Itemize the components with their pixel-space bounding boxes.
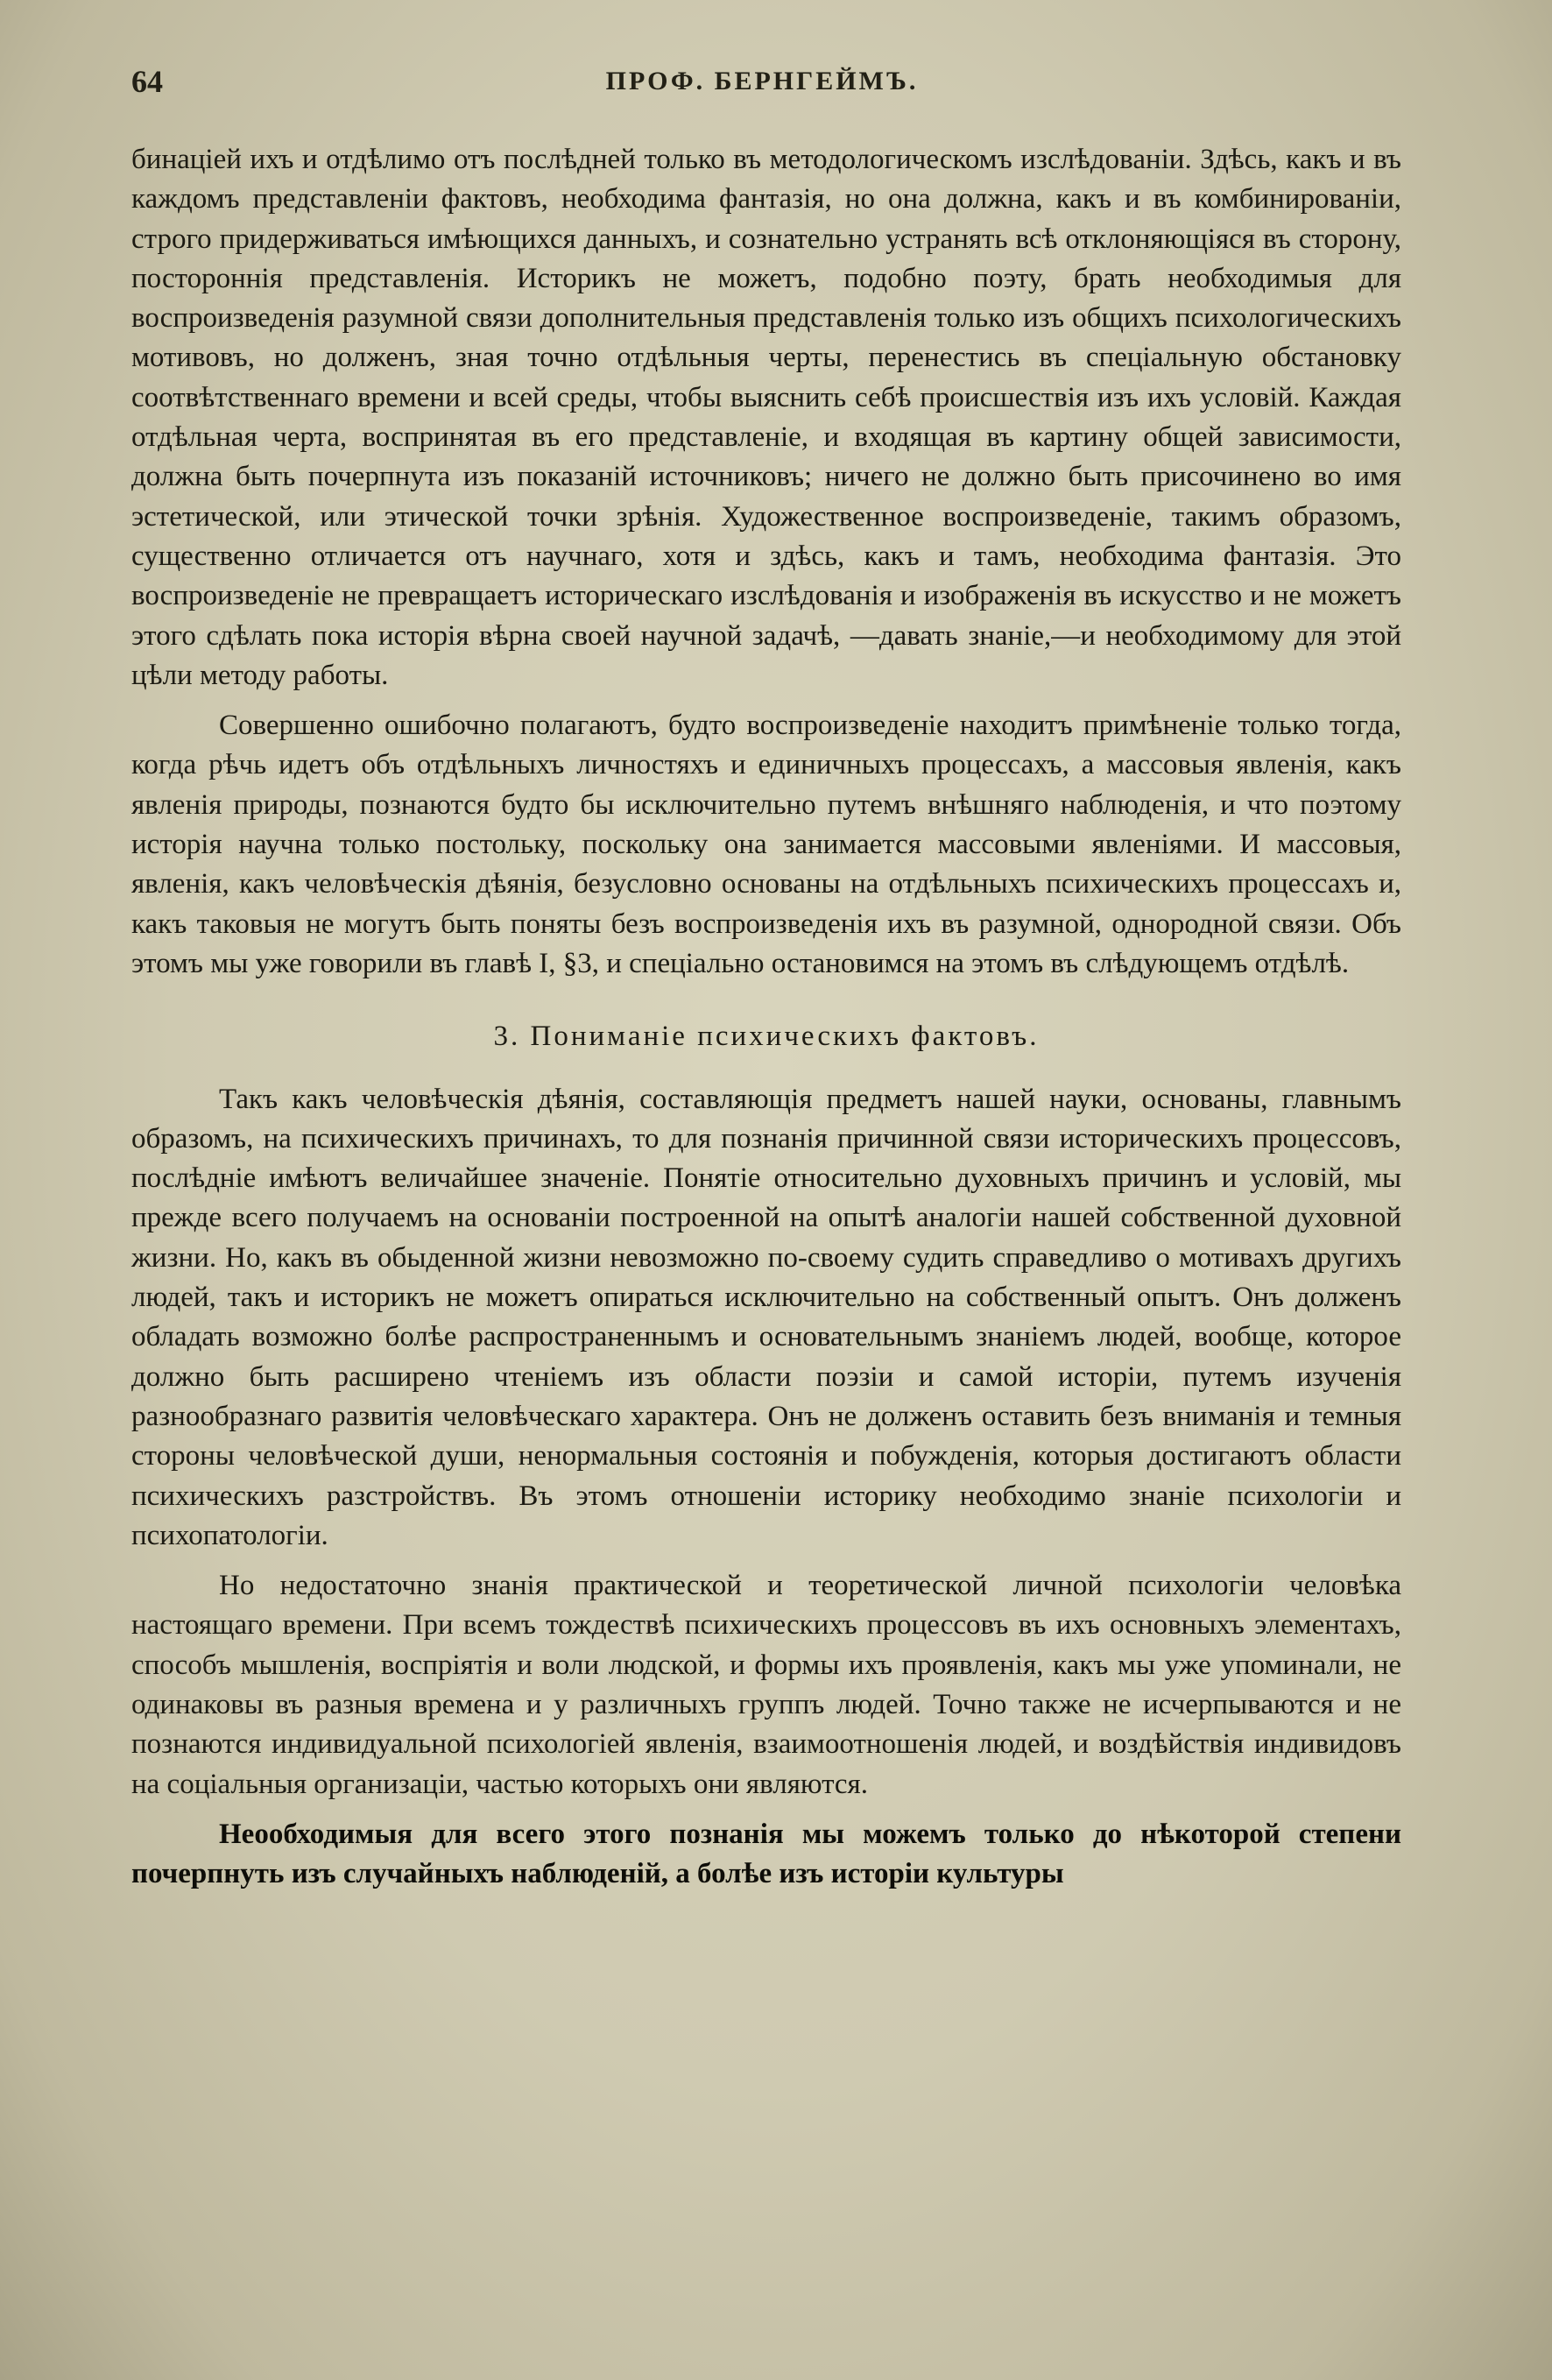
page-number: 64 — [131, 64, 163, 99]
paragraph: Неообходимыя для всего этого познанія мы можемъ только до нѣкоторой степени почерпнуть изъ случайныхъ наблюденій, а болѣе изъ исторіи культуры — [131, 1818, 1401, 1890]
paragraph: Но недостаточно знанія практической и теоретической личной психологіи человѣка настоящаго времени. При всемъ тождествѣ психическихъ процессовъ въ ихъ основныхъ элементахъ, способъ мышленія, воспріятія и воли людской, и формы ихъ проявленія, какъ мы уже упоминали, не одинаковы въ разныя времена и у различныхъ группъ людей. Точно также не исчерпываются и не познаются индивидуальной психологіей явленія, взаимоотношенія людей, и воздѣйствія индивидовъ на соціальныя организаціи, частью которыхъ они являются. — [131, 1570, 1401, 1800]
page-header — [131, 54, 1393, 107]
paragraph: Такъ какъ человѣческія дѣянія, составляющія предметъ нашей науки, основаны, главнымъ образомъ, на психическихъ причинахъ, то для познанія причинной связи историческихъ процессовъ, послѣдніе имѣютъ величайшее значеніе. Понятіе относительно духовныхъ причинъ и условій, мы прежде всего получаемъ на основаніи построенной на опытѣ аналогіи нашей собственной духовной жизни. Но, какъ въ обыденной жизни невозможно по-своему судить справедливо о мотивахъ другихъ людей, такъ и историкъ не можетъ опираться исключительно на собственный опытъ. Онъ долженъ обладать возможно болѣе распространеннымъ и основательнымъ знаніемъ людей, вообще, которое должно быть расширено чтеніемъ изъ области поэзіи и самой исторіи, путемъ изученія разнообразнаго развитія человѣческаго характера. Онъ не долженъ оставить безъ вниманія и темныя стороны человѣческой души, ненормальныя состоянія и побужденія, которыя достигаютъ области психическихъ разстройствъ. Въ этомъ отношеніи историку необходимо знаніе психологіи и психопатологіи. — [131, 1083, 1401, 1551]
running-head: ПРОФ. БЕРНГЕЙМЪ. — [605, 67, 919, 95]
paragraph: бинаціей ихъ и отдѣлимо отъ послѣдней только въ методологическомъ изслѣдованіи. Здѣсь, какъ и въ каждомъ представленіи фактовъ, необходима фантазія, но она должна, какъ и въ комбинированіи, строго придерживаться имѣющихся данныхъ, и сознательно устранять всѣ отклоняющіяся въ сторону, постороннія представленія. Историкъ не можетъ, подобно поэту, брать необходимыя для воспроизведенія разумной связи дополнительныя представленія только изъ общихъ психологическихъ мотивовъ, но долженъ, зная точно отдѣльныя черты, перенестись въ спеціальную обстановку соотвѣтственнаго времени и всей среды, чтобы выяснить себѣ происшествія изъ ихъ условій. Каждая отдѣльная черта, воспринятая въ его представленіе, и входящая въ картину общей зависимости, должна быть почерпнута изъ показаній источниковъ; ничего не должно быть присочинено во имя эстетической, или этической точки зрѣнія. Художественное воспроизведеніе, такимъ образомъ, существенно отличается отъ научнаго, хотя и здѣсь, какъ и тамъ, необходима фантазія. Это воспроизведеніе не превращаетъ историческаго изслѣдованія и изображенія въ искусство и не можетъ этого сдѣлать пока исторія вѣрна своей научной задачѣ, —давать знаніе,—и необходимому для этой цѣли методу работы. — [131, 144, 1401, 691]
page-body — [131, 140, 1401, 1904]
paragraph: Совершенно ошибочно полагаютъ, будто воспроизведеніе находитъ примѣненіе только тогда, когда рѣчь идетъ объ отдѣльныхъ личностяхъ и единичныхъ процессахъ, а массовыя явленія, какъ явленія природы, познаются будто бы исключительно путемъ внѣшняго наблюденія, и что поэтому исторія научна только постольку, поскольку она занимается массовыми явленіями. И массовыя, явленія, какъ человѣческія дѣянія, безусловно основаны на отдѣльныхъ психическихъ процессахъ и, какъ таковыя не могутъ быть поняты безъ воспроизведенія ихъ въ разумной, однородной связи. Объ этомъ мы уже говорили въ главѣ I, §3, и спеціально остановимся на этомъ въ слѣдующемъ отдѣлѣ. — [131, 710, 1401, 979]
section-heading: 3. Пониманіе психическихъ фактовъ. — [493, 1021, 1040, 1053]
